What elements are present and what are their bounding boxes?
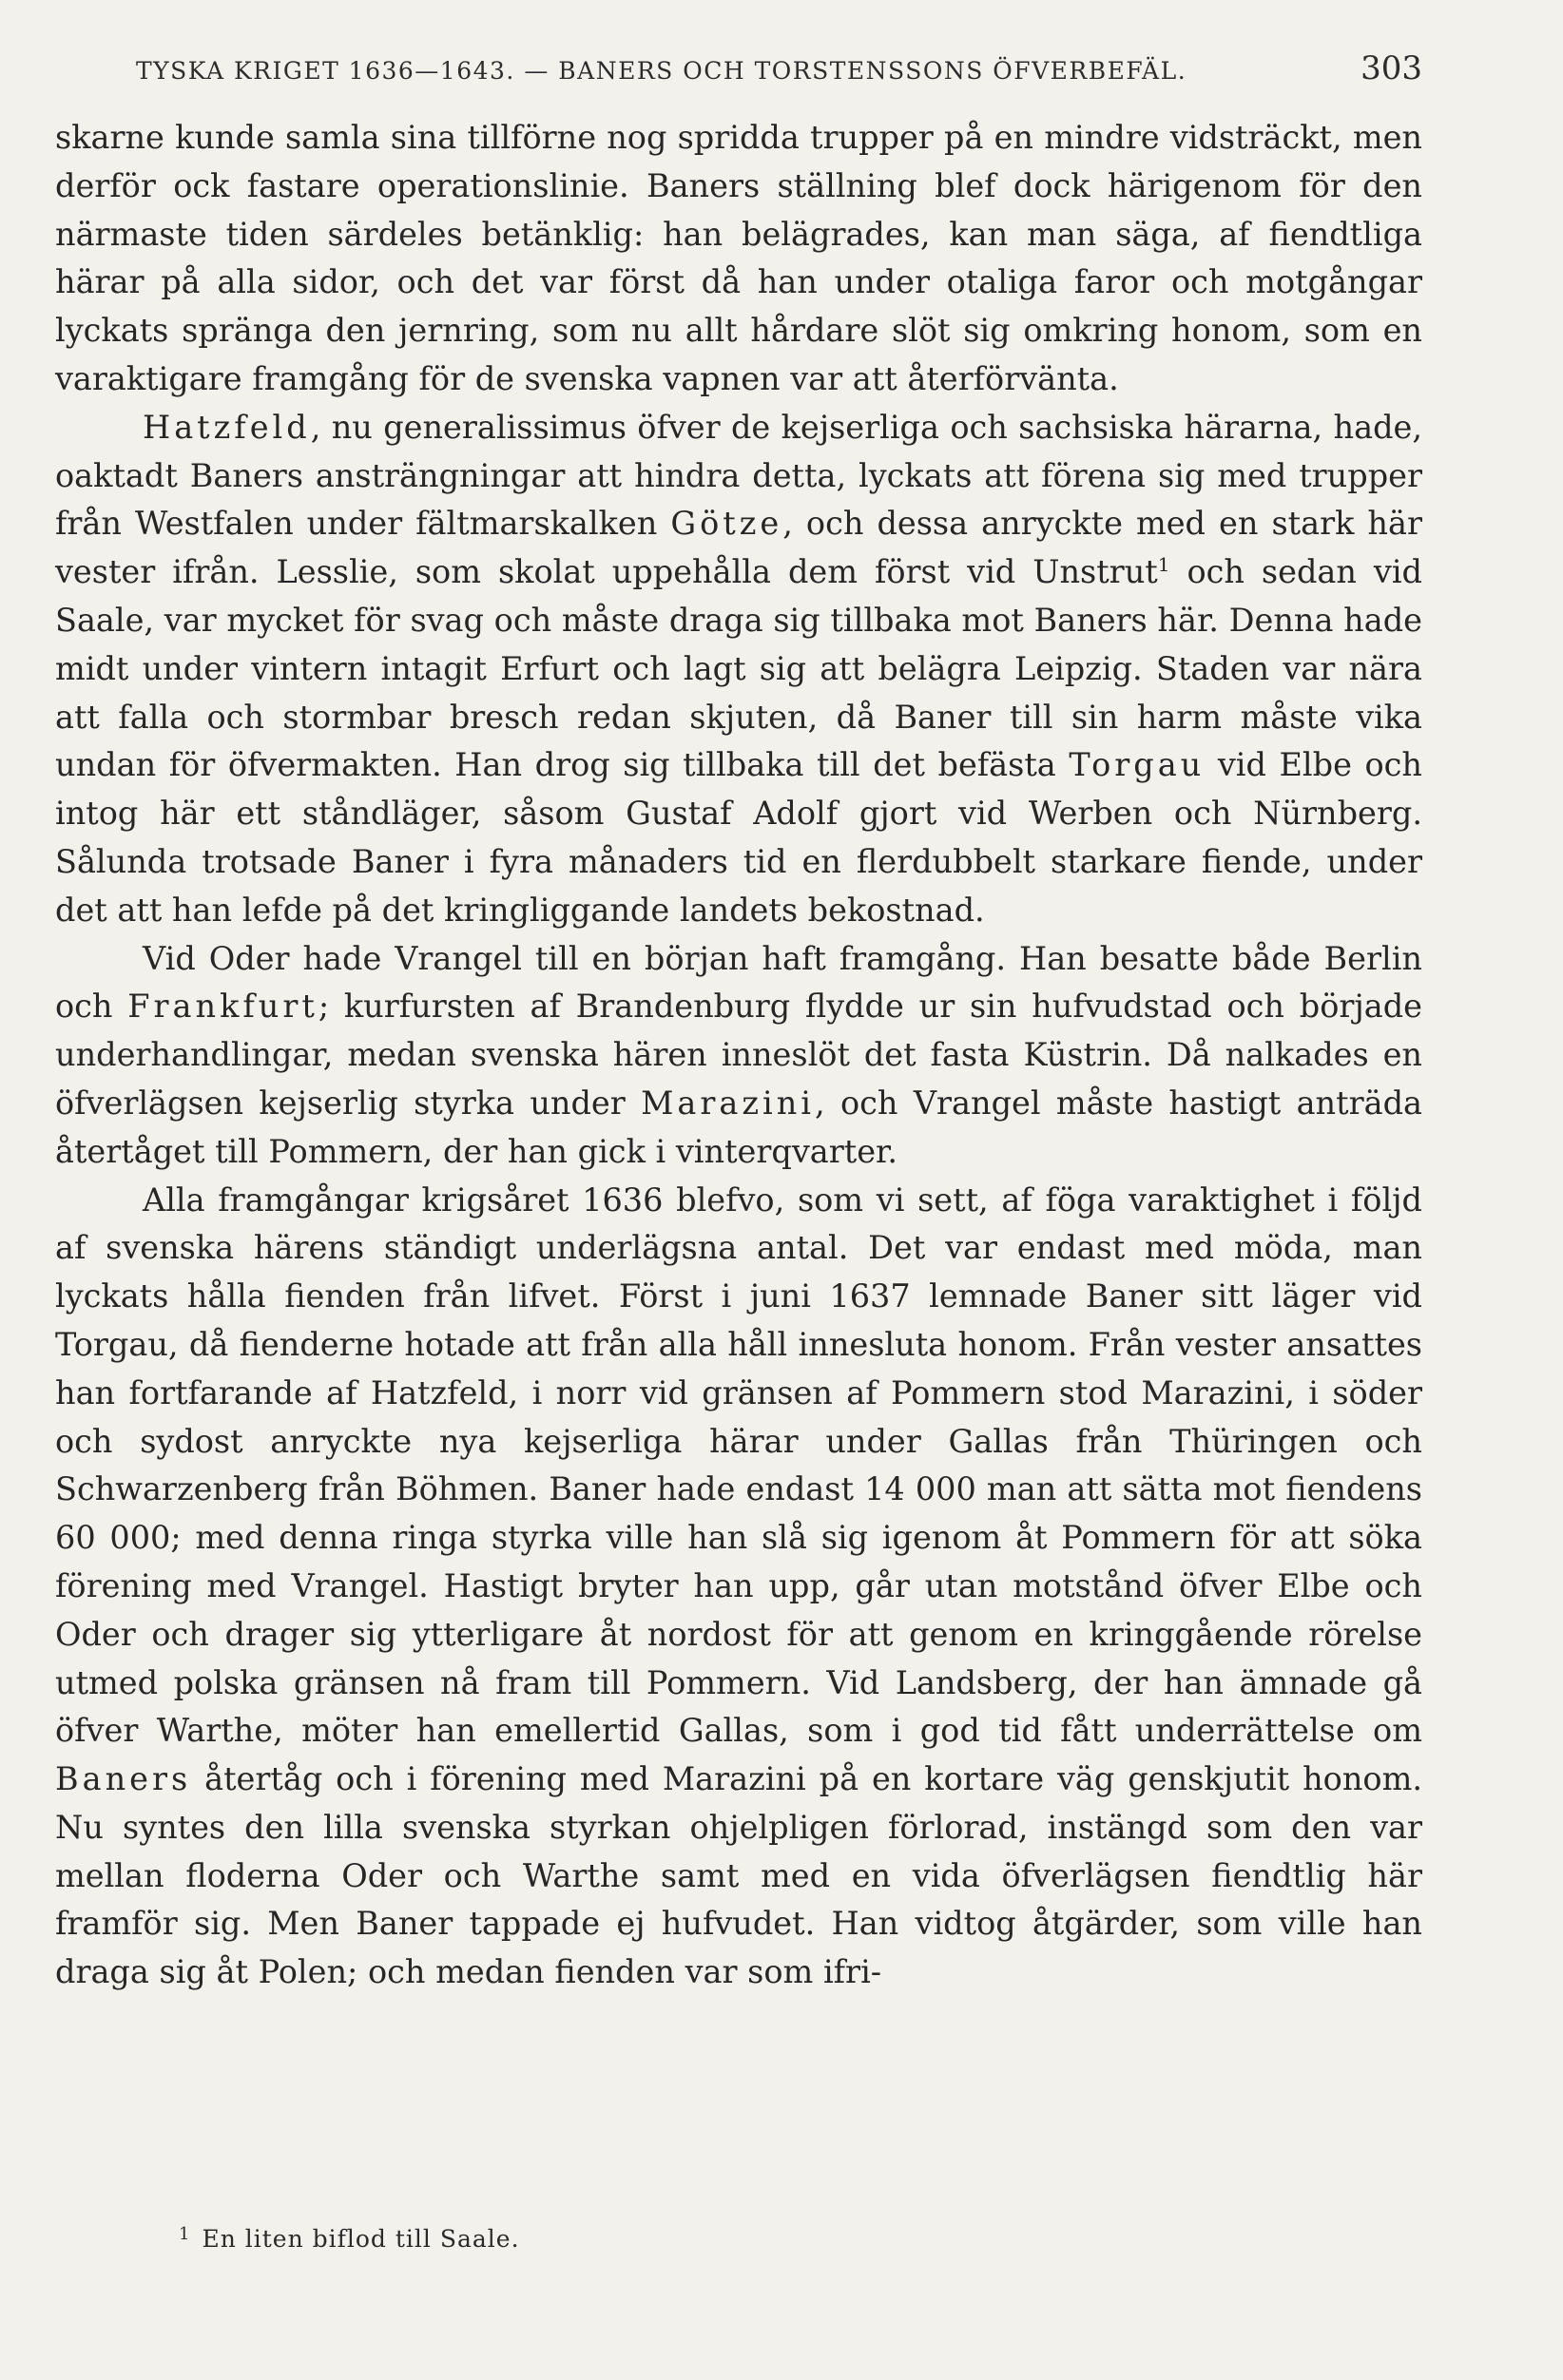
paragraph-2-text-b: , och dessa anryckte med en stark här vester ifrån. Lesslie, som skolat uppehålla dem först vid Unstrut bbox=[55, 505, 1422, 591]
name-frankfurt: Frankfurt bbox=[127, 988, 318, 1026]
name-torgau: Torgau bbox=[1069, 746, 1206, 784]
paragraph-4 bbox=[55, 1177, 1422, 1998]
paragraph-2-text-a: , nu generalissimus öfver de kejserliga och sachsiska härarna, hade, oaktadt Baners ansträngningar att hindra detta, lyckats att förena sig med trupper från Westfalen under fältmarskalken bbox=[55, 408, 1422, 543]
name-marazini: Marazini bbox=[641, 1084, 816, 1122]
body-text bbox=[55, 114, 1422, 1997]
footnote-mark: 1 bbox=[179, 2224, 191, 2244]
footnote-reference[interactable]: 1 bbox=[1157, 553, 1170, 577]
paragraph-4-text-b: återtåg och i förening med Marazini på en kortare väg genskjutit honom. Nu syntes den lilla svenska styrkan ohjelpligen förlorad, instängd som den var mellan floderna Oder och Warthe samt med en vida öfverlägsen fiendtlig här framför sig. Men Baner tappade ej hufvudet. Han vidtog åtgärder, som ville han draga sig åt Polen; och medan fienden var som ifri- bbox=[55, 1760, 1422, 1991]
footnote bbox=[179, 2224, 520, 2253]
paragraph-3 bbox=[55, 935, 1422, 1177]
footnote-text: En liten biflod till Saale. bbox=[202, 2225, 520, 2253]
paragraph-1 bbox=[55, 114, 1422, 404]
paragraph-3-text-c: , och Vrangel måste hastigt anträda återtåget till Pommern, der han gick i vinterqvarter. bbox=[55, 1084, 1422, 1170]
paragraph-2-text-c: och sedan vid Saale, var mycket för svag och måste draga sig tillbaka mot Baners här. Denna hade midt under vintern intagit Erfurt och lagt sig att belägra Leipzig. Staden var nära att falla och stormbar bresch redan skjuten, då Baner till sin harm måste vika undan för öfvermakten. Han drog sig tillbaka till det befästa bbox=[55, 553, 1422, 784]
running-head bbox=[55, 49, 1422, 97]
paragraph-2 bbox=[55, 404, 1422, 935]
book-page bbox=[55, 49, 1422, 2359]
paragraph-4-text-a: Alla framgångar krigsåret 1636 blefvo, som vi sett, af föga varaktighet i följd af svenska härens ständigt underlägsna antal. Det var endast med möda, man lyckats hålla fienden från lifvet. Först i juni 1637 lemnade Baner sitt läger vid Torgau, då fienderne hotade att från alla håll innesluta honom. Från vester ansattes han fortfarande af Hatzfeld, i norr vid gränsen af Pommern stod Marazini, i söder och sydost anryckte nya kejserliga härar under Gallas från Thüringen och Schwarzenberg från Böhmen. Baner hade endast 14 000 man att sätta mot fiendens 60 000; med denna ringa styrka ville han slå sig igenom åt Pommern för att söka förening med Vrangel. Hastigt bryter han upp, går utan motstånd öfver Elbe och Oder och drager sig ytterligare åt nordost för att genom en kringgående rörelse utmed polska gränsen nå fram till Pommern. Vid Landsberg, der han ämnade gå öfver Warthe, möter han emellertid Gallas, som i god tid fått underrättelse om bbox=[55, 1180, 1422, 1750]
page-number: 303 bbox=[1360, 49, 1422, 87]
paragraph-3-text-a: Vid Oder hade Vrangel till en början haft framgång. Han besatte både Berlin och bbox=[55, 939, 1422, 1026]
name-baners: Baners bbox=[55, 1760, 192, 1798]
paragraph-2-text-d: vid Elbe och intog här ett ståndläger, såsom Gustaf Adolf gjort vid Werben och Nürnberg. Sålunda trotsade Baner i fyra månaders tid en flerdubbelt starkare fiende, under det att han lefde på det kringliggande landets bekostnad. bbox=[55, 746, 1422, 929]
name-gotze: Götze bbox=[670, 505, 783, 543]
name-hatzfeld: Hatzfeld bbox=[143, 408, 311, 446]
paragraph-3-text-b: ; kurfursten af Brandenburg flydde ur sin hufvudstad och började underhandlingar, medan svenska hären inneslöt det fasta Küstrin. Då nalkades en öfverlägsen kejserlig styrka under bbox=[55, 988, 1423, 1122]
paragraph-1-text: skarne kunde samla sina tillförne nog spridda trupper på en mindre vidsträckt, men derför ock fastare operationslinie. Baners ställning blef dock härigenom för den närmaste tiden särdeles betänklig: han belägrades, kan man säga, af fiendtliga härar på alla sidor, och det var först då han under otaliga faror och motgångar lyckats spränga den jernring, som nu allt hårdare slöt sig omkring honom, som en varaktigare framgång för de svenska vapnen var att återförvänta. bbox=[55, 119, 1422, 397]
running-head-title: TYSKA KRIGET 1636—1643. — BANERS OCH TORSTENSSONS ÖFVERBEFÄL. bbox=[136, 57, 1187, 85]
